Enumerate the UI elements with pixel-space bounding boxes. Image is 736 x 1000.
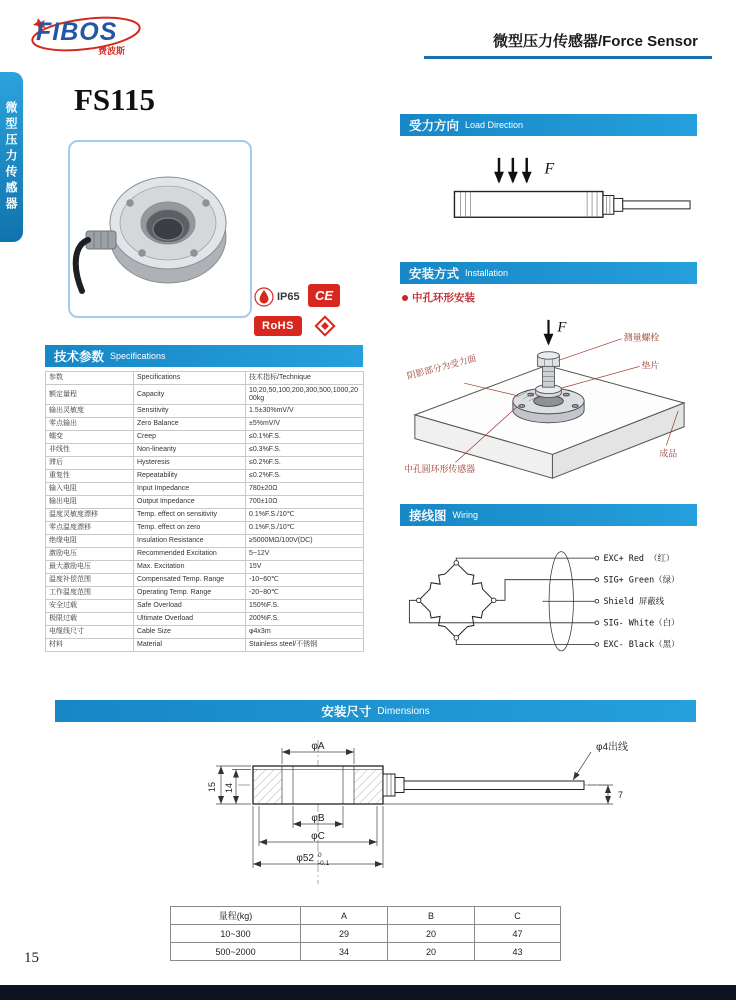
dimensions-table — [170, 906, 561, 961]
table-cell: φ4x3m — [246, 626, 364, 639]
dim-label-phiB: φB — [311, 813, 325, 824]
table-cell: 1.5±30%mV/V — [246, 405, 364, 418]
spec-row — [46, 600, 364, 613]
wire-labels — [603, 553, 679, 649]
water-drop-icon — [254, 286, 274, 308]
table-cell: 滞后 — [46, 457, 134, 470]
installation-bullet-label: 中孔环形安装 — [412, 292, 475, 304]
table-cell: 输出灵敏度 — [46, 405, 134, 418]
table-cell: 温度灵敏度漂移 — [46, 509, 134, 522]
table-cell: 零点温度漂移 — [46, 522, 134, 535]
table-cell: Non-linearity — [134, 444, 246, 457]
spec-row — [46, 587, 364, 600]
table-cell: 蠕变 — [46, 431, 134, 444]
cert-diamond-badge — [312, 313, 338, 344]
footer-bar — [0, 985, 736, 1000]
load-direction-diagram — [400, 138, 697, 250]
table-cell: 最大激励电压 — [46, 561, 134, 574]
table-cell: Sensitivity — [134, 405, 246, 418]
table-cell: Recommended Excitation — [134, 548, 246, 561]
spec-row — [46, 372, 364, 385]
dimensions-table-header-row — [171, 907, 561, 925]
table-cell: 20 — [388, 925, 475, 943]
section-installation-en: Installation — [465, 268, 509, 278]
dim-label-phiA: φA — [311, 741, 325, 752]
table-cell: 150%F.S. — [246, 600, 364, 613]
spec-row — [46, 522, 364, 535]
section-load-direction-cn: 受力方向 — [409, 119, 460, 133]
table-cell: 0.1%F.S./10℃ — [246, 509, 364, 522]
dim-col-range: 量程(kg) — [171, 907, 301, 925]
table-cell: 700±10Ω — [246, 496, 364, 509]
table-cell: Hysteresis — [134, 457, 246, 470]
table-cell: 材料 — [46, 639, 134, 652]
section-load-direction-en: Load Direction — [465, 120, 524, 130]
cert-ce-badge — [308, 284, 340, 307]
dimension-row — [171, 943, 561, 961]
table-cell: 输入电阻 — [46, 483, 134, 496]
table-cell: 20 — [388, 943, 475, 961]
spec-row — [46, 496, 364, 509]
table-cell: 200%F.S. — [246, 613, 364, 626]
spec-row — [46, 626, 364, 639]
table-cell: ±5%mV/V — [246, 418, 364, 431]
dim-label-14: 14 — [224, 782, 234, 794]
spec-row — [46, 509, 364, 522]
section-dimensions — [55, 700, 696, 722]
spec-row — [46, 639, 364, 652]
section-wiring-en: Wiring — [452, 510, 479, 520]
wire-label-sig-minus: SIG- White（白） — [603, 617, 680, 628]
table-cell: Insulation Resistance — [134, 535, 246, 548]
table-cell: Temp. effect on sensitivity — [134, 509, 246, 522]
dim-label-cable-exit: φ4出线 — [596, 742, 629, 753]
section-specifications-en: Specifications — [110, 351, 166, 361]
table-cell: 输出电阻 — [46, 496, 134, 509]
table-cell: 500~2000 — [171, 943, 301, 961]
spec-row — [46, 574, 364, 587]
table-cell: Compensated Temp. Range — [134, 574, 246, 587]
spec-row — [46, 613, 364, 626]
label-ring-sensor: 中孔圆环形传感器 — [403, 464, 476, 475]
table-cell: 参数 — [46, 372, 134, 385]
installation-bullet — [402, 290, 475, 305]
table-cell: 5~12V — [246, 548, 364, 561]
spec-row — [46, 385, 364, 405]
table-cell: ≤0.2%F.S. — [246, 457, 364, 470]
logo-text-cn: 费波斯 — [98, 46, 126, 56]
dim-label-15: 15 — [207, 781, 217, 793]
cert-ce-label: CE — [314, 288, 334, 303]
spec-row — [46, 418, 364, 431]
label-washer: 垫片 — [641, 360, 660, 371]
spec-row — [46, 470, 364, 483]
table-cell: Input Impedance — [134, 483, 246, 496]
page-number: 15 — [24, 950, 39, 966]
side-tab-label: 微型压力传感器 — [4, 101, 18, 213]
spec-row — [46, 431, 364, 444]
installation-diagram — [400, 304, 697, 498]
table-cell: 安全过载 — [46, 600, 134, 613]
table-cell: Repeatability — [134, 470, 246, 483]
dim-label-phi52: φ52 — [296, 853, 314, 864]
table-cell: 极限过载 — [46, 613, 134, 626]
table-cell: Stainless steel/不锈钢 — [246, 639, 364, 652]
table-cell: Max. Excitation — [134, 561, 246, 574]
wire-label-sig-plus: SIG+ Green（绿） — [603, 574, 680, 585]
cert-rohs-badge — [254, 316, 302, 336]
table-cell: ≤0.2%F.S. — [246, 470, 364, 483]
table-cell: Material — [134, 639, 246, 652]
table-cell: Operating Temp. Range — [134, 587, 246, 600]
dim-label-phiC: φC — [311, 831, 325, 842]
spec-row — [46, 561, 364, 574]
label-shaded-surface: 阴影部分为受力面 — [405, 353, 478, 382]
dimension-row — [171, 925, 561, 943]
bridge-wires — [409, 558, 595, 644]
title-underline — [424, 56, 712, 59]
table-cell: Zero Balance — [134, 418, 246, 431]
table-cell: 10,20,50,100,200,300,500,1000,2000kg — [246, 385, 364, 405]
dim-label-tolerance-bottom: -0.1 — [318, 860, 330, 867]
section-load-direction — [400, 114, 697, 136]
cable-assembly — [383, 774, 584, 796]
section-wiring — [400, 504, 697, 526]
dim-label-7: 7 — [618, 790, 624, 800]
section-dimensions-cn: 安装尺寸 — [321, 705, 372, 719]
spec-row — [46, 444, 364, 457]
cert-ip65-badge — [254, 286, 300, 308]
table-cell: ≤0.3%F.S. — [246, 444, 364, 457]
bridge-resistors — [419, 563, 494, 638]
table-cell: ≤0.1%F.S. — [246, 431, 364, 444]
section-installation-cn: 安装方式 — [409, 267, 460, 281]
cert-ip65-label: IP65 — [277, 291, 300, 303]
table-cell: 47 — [475, 925, 561, 943]
install-force-label: F — [557, 319, 567, 336]
wiring-diagram — [400, 530, 700, 680]
wire-label-shield: Shield 屏蔽线 — [603, 596, 665, 607]
dimensions-drawing — [48, 724, 688, 904]
wire-terminals — [595, 556, 599, 646]
table-cell: 15V — [246, 561, 364, 574]
dimensions-table-body — [171, 925, 561, 961]
spec-row — [46, 405, 364, 418]
label-measuring-bolt: 测量螺栓 — [623, 332, 660, 343]
table-cell: -20~80℃ — [246, 587, 364, 600]
table-cell: 工作温度范围 — [46, 587, 134, 600]
table-cell: Specifications — [134, 372, 246, 385]
dim-label-tolerance-top: 0 — [318, 852, 322, 859]
table-cell: Temp. effect on zero — [134, 522, 246, 535]
table-cell: 零点输出 — [46, 418, 134, 431]
section-installation — [400, 262, 697, 284]
table-cell: 电缆线尺寸 — [46, 626, 134, 639]
wire-label-exc-minus: EXC- Black（黑） — [603, 639, 680, 650]
table-cell: Ultimate Overload — [134, 613, 246, 626]
table-cell: 29 — [301, 925, 388, 943]
dim-col-c: C — [475, 907, 561, 925]
cert-rohs-label: RoHS — [262, 320, 294, 332]
spec-row — [46, 483, 364, 496]
specifications-table — [45, 371, 364, 652]
section-specifications — [45, 345, 363, 367]
cable-gland-icon — [76, 231, 116, 291]
table-cell: 10~300 — [171, 925, 301, 943]
table-cell: 技术指标/Technique — [246, 372, 364, 385]
table-cell: 34 — [301, 943, 388, 961]
sensor-side-view — [454, 192, 690, 218]
dim-col-b: B — [388, 907, 475, 925]
product-photo — [72, 145, 248, 313]
brand-logo — [26, 10, 156, 60]
table-cell: 780±20Ω — [246, 483, 364, 496]
table-cell: Output Impedance — [134, 496, 246, 509]
spec-row — [46, 548, 364, 561]
section-specifications-cn: 技术参数 — [54, 350, 105, 364]
logo-text: FIBOS — [36, 18, 118, 46]
bridge-nodes — [417, 561, 497, 641]
bullet-dot-icon — [402, 295, 408, 301]
model-name: FS115 — [74, 82, 155, 117]
table-cell: 重复性 — [46, 470, 134, 483]
section-dimensions-en: Dimensions — [377, 705, 430, 717]
table-cell: Creep — [134, 431, 246, 444]
wire-label-exc-plus: EXC+ Red （红） — [603, 552, 675, 563]
label-product: 成品 — [659, 448, 678, 459]
table-cell: 0.1%F.S./10℃ — [246, 522, 364, 535]
side-category-tab — [0, 72, 23, 242]
centerlines — [238, 740, 608, 884]
table-cell: 非线性 — [46, 444, 134, 457]
page-title: 微型压力传感器/Force Sensor — [492, 33, 698, 50]
table-cell: Safe Overload — [134, 600, 246, 613]
table-cell: 额定量程 — [46, 385, 134, 405]
specifications-table-body — [46, 372, 364, 652]
table-cell: 温度补偿范围 — [46, 574, 134, 587]
table-cell: 激励电压 — [46, 548, 134, 561]
product-photo-frame — [68, 140, 252, 318]
spec-row — [46, 457, 364, 470]
section-wiring-cn: 接线图 — [409, 509, 447, 523]
spec-row — [46, 535, 364, 548]
table-cell: Capacity — [134, 385, 246, 405]
sensor-section-view — [253, 766, 383, 804]
table-cell: -10~60℃ — [246, 574, 364, 587]
table-cell: 43 — [475, 943, 561, 961]
dim-col-a: A — [301, 907, 388, 925]
table-cell: 绝缘电阻 — [46, 535, 134, 548]
force-arrows — [499, 158, 527, 182]
diamond-cert-icon — [312, 313, 338, 339]
table-cell: Cable Size — [134, 626, 246, 639]
force-label: F — [544, 160, 555, 178]
table-cell: ≥5000MΩ/100V(DC) — [246, 535, 364, 548]
